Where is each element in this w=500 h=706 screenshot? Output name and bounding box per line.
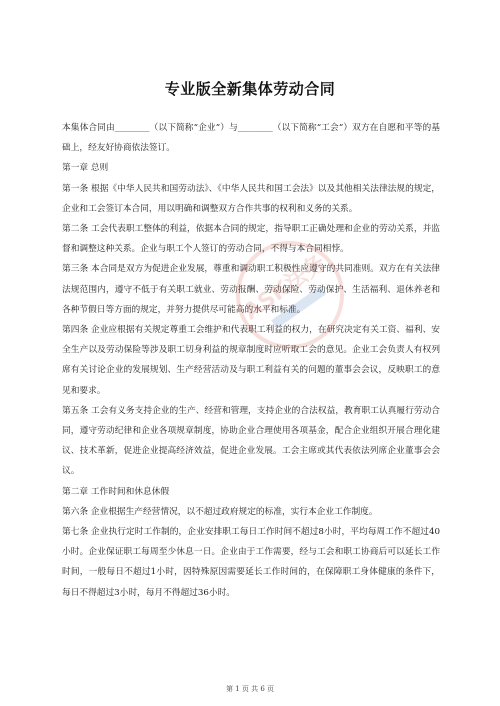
document-title: 专业版全新集体劳动合同 (164, 80, 336, 98)
paragraph: 本集体合同由________（以下简称“企业”）与________（以下简称“工会”）双方在自愿和平等的基础上，经友好协商依法签订。 (62, 123, 440, 154)
document-body (62, 118, 440, 603)
paragraph: 第三条 本合同是双方为促进企业发展，尊重和调动职工积极性应遵守的共同准则。双方在有关法律法规范围内，遵守不低于有关职工就业、劳动报酬、劳动保险、劳动保护、生活福利、退休养老和各种节假日等方面的规定，并努力提供尽可能高的水平和标准。 (62, 264, 440, 315)
paragraph: 第七条 企业执行定时工作制的，企业安排职工每日工作时间不超过8小时，平均每周工作不超过40小时。企业保证职工每周至少休息一日。企业由于工作需要，经与工会和职工协商后可以延长工作时间，一般每日不超过1小时，因特殊原因需要延长工作时间的，在保障职工身体健康的条件下，每日不得超过3小时，每月不得超过36小时。 (62, 527, 440, 598)
watermark-text: ASK法务 (239, 250, 331, 326)
chapter-heading: 第一章 总则 (62, 163, 109, 174)
paragraph: 第一条 根据《中华人民共和国劳动法》、《中华人民共和国工会法》以及其他相关法律法规的规定，企业和工会签订本合同，用以明确和调整双方合作共事的权利和义务的关系。 (62, 183, 440, 214)
paragraph: 第二条 工会代表职工整体的利益，依据本合同的规定，指导职工正确处理和企业的劳动关系，并监督和调整这种关系。企业与职工个人签订的劳动合同，不得与本合同相悖。 (62, 224, 440, 255)
paragraph: 第六条 企业根据生产经营情况，以不超过政府规定的标准，实行本企业工作制度。 (62, 506, 378, 517)
chapter-heading: 第二章 工作时间和休息休假 (62, 486, 170, 497)
paragraph: 第四条 企业应根据有关规定尊重工会维护和代表职工利益的权力，在研究决定有关工资、福利、安全生产以及劳动保险等涉及职工切身利益的规章制度时应听取工会的意见。企业工会负责人有权列席有关讨论企业的发展规划、生产经营活动及与职工利益有关的问题的董事会会议，反映职工的意见和要求。 (62, 325, 440, 396)
paragraph: 第五条 工会有义务支持企业的生产、经营和管理，支持企业的合法权益，教育职工认真履行劳动合同，遵守劳动纪律和企业各项规章制度，协助企业合理使用各项基金，配合企业组织开展合理化建议、技术革新，促进企业提高经济效益，促进企业发展。工会主席或其代表依法列席企业董事会会议。 (62, 405, 440, 477)
page-number: 第 1 页 共 6 页 (225, 685, 275, 693)
